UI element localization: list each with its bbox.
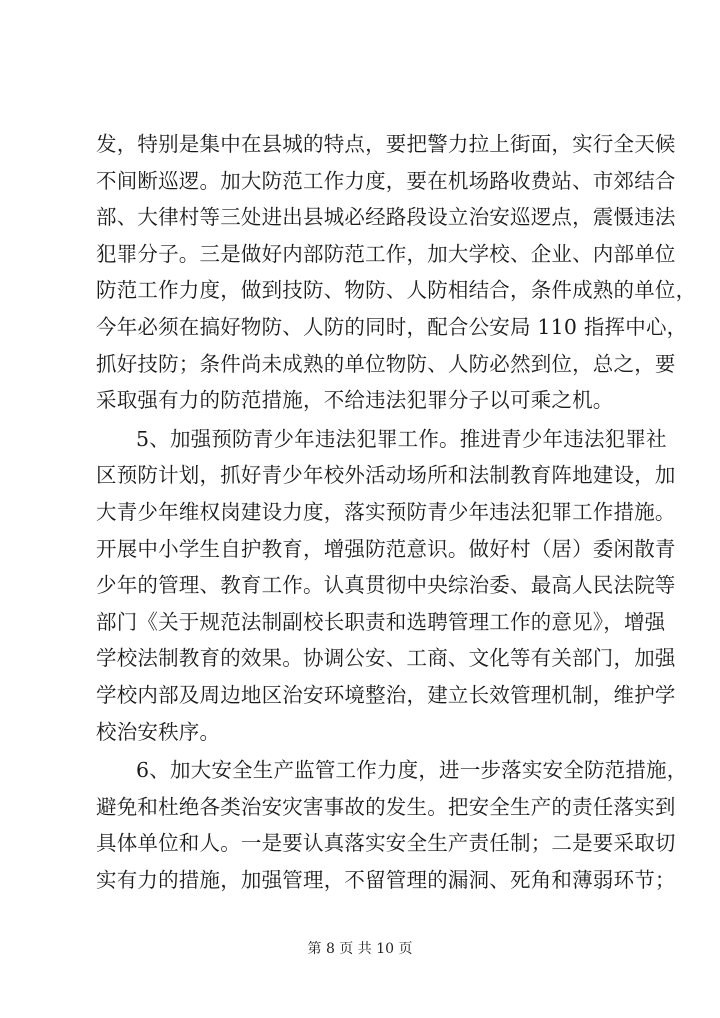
text-line: 部、大律村等三处进出县城必经路段设立治安巡逻点，震慑违法 (96, 205, 676, 230)
text-line: 不间断巡逻。加大防范工作力度，要在机场路收费站、市郊结合 (96, 168, 676, 193)
text-line: 开展中小学生自护教育，增强防范意识。做好村（居）委闲散青 (96, 536, 676, 561)
text-line: 区预防计划，抓好青少年校外活动场所和法制教育阵地建设，加 (96, 463, 676, 488)
text-line: 抓好技防；条件尚未成熟的单位物防、人防必然到位，总之，要 (96, 351, 676, 376)
text-line: 具体单位和人。一是要认真落实安全生产责任制；二是要采取切 (96, 831, 676, 856)
text-line: 少年的管理、教育工作。认真贯彻中央综治委、最高人民法院等 (96, 573, 676, 598)
text-line: 实有力的措施，加强管理，不留管理的漏洞、死角和薄弱环节； (96, 867, 676, 892)
text-line: 今年必须在搞好物防、人防的同时，配合公安局 110 指挥中心， (96, 314, 688, 339)
body-text (96, 126, 697, 898)
text-line: 避免和杜绝各类治安灾害事故的发生。把安全生产的责任落实到 (96, 794, 676, 819)
text-line: 校治安秩序。 (96, 719, 221, 744)
text-line: 犯罪分子。三是做好内部防范工作，加大学校、企业、内部单位 (96, 241, 676, 266)
page-number-footer: 第 8 页 共 10 页 (307, 941, 413, 957)
paragraph-5-start: 5、加强预防青少年违法犯罪工作。推进青少年违法犯罪社 (136, 426, 667, 451)
text-line: 学校法制教育的效果。协调公安、工商、文化等有关部门，加强 (96, 646, 676, 671)
text-line: 发，特别是集中在县城的特点，要把警力拉上街面，实行全天候 (96, 132, 676, 156)
text-line: 防范工作力度，做到技防、物防、人防相结合，条件成熟的单位， (96, 278, 697, 303)
text-line: 部门《关于规范法制副校长职责和选聘管理工作的意见》，增强 (96, 609, 666, 634)
paragraph-6-start: 6、加大安全生产监管工作力度，进一步落实安全防范措施， (136, 758, 688, 783)
text-line: 学校内部及周边地区治安环境整治，建立长效管理机制，维护学 (96, 682, 676, 707)
text-line: 采取强有力的防范措施，不给违法犯罪分子以可乘之机。 (96, 388, 614, 413)
text-line: 大青少年维权岗建设力度，落实预防青少年违法犯罪工作措施。 (96, 499, 676, 524)
